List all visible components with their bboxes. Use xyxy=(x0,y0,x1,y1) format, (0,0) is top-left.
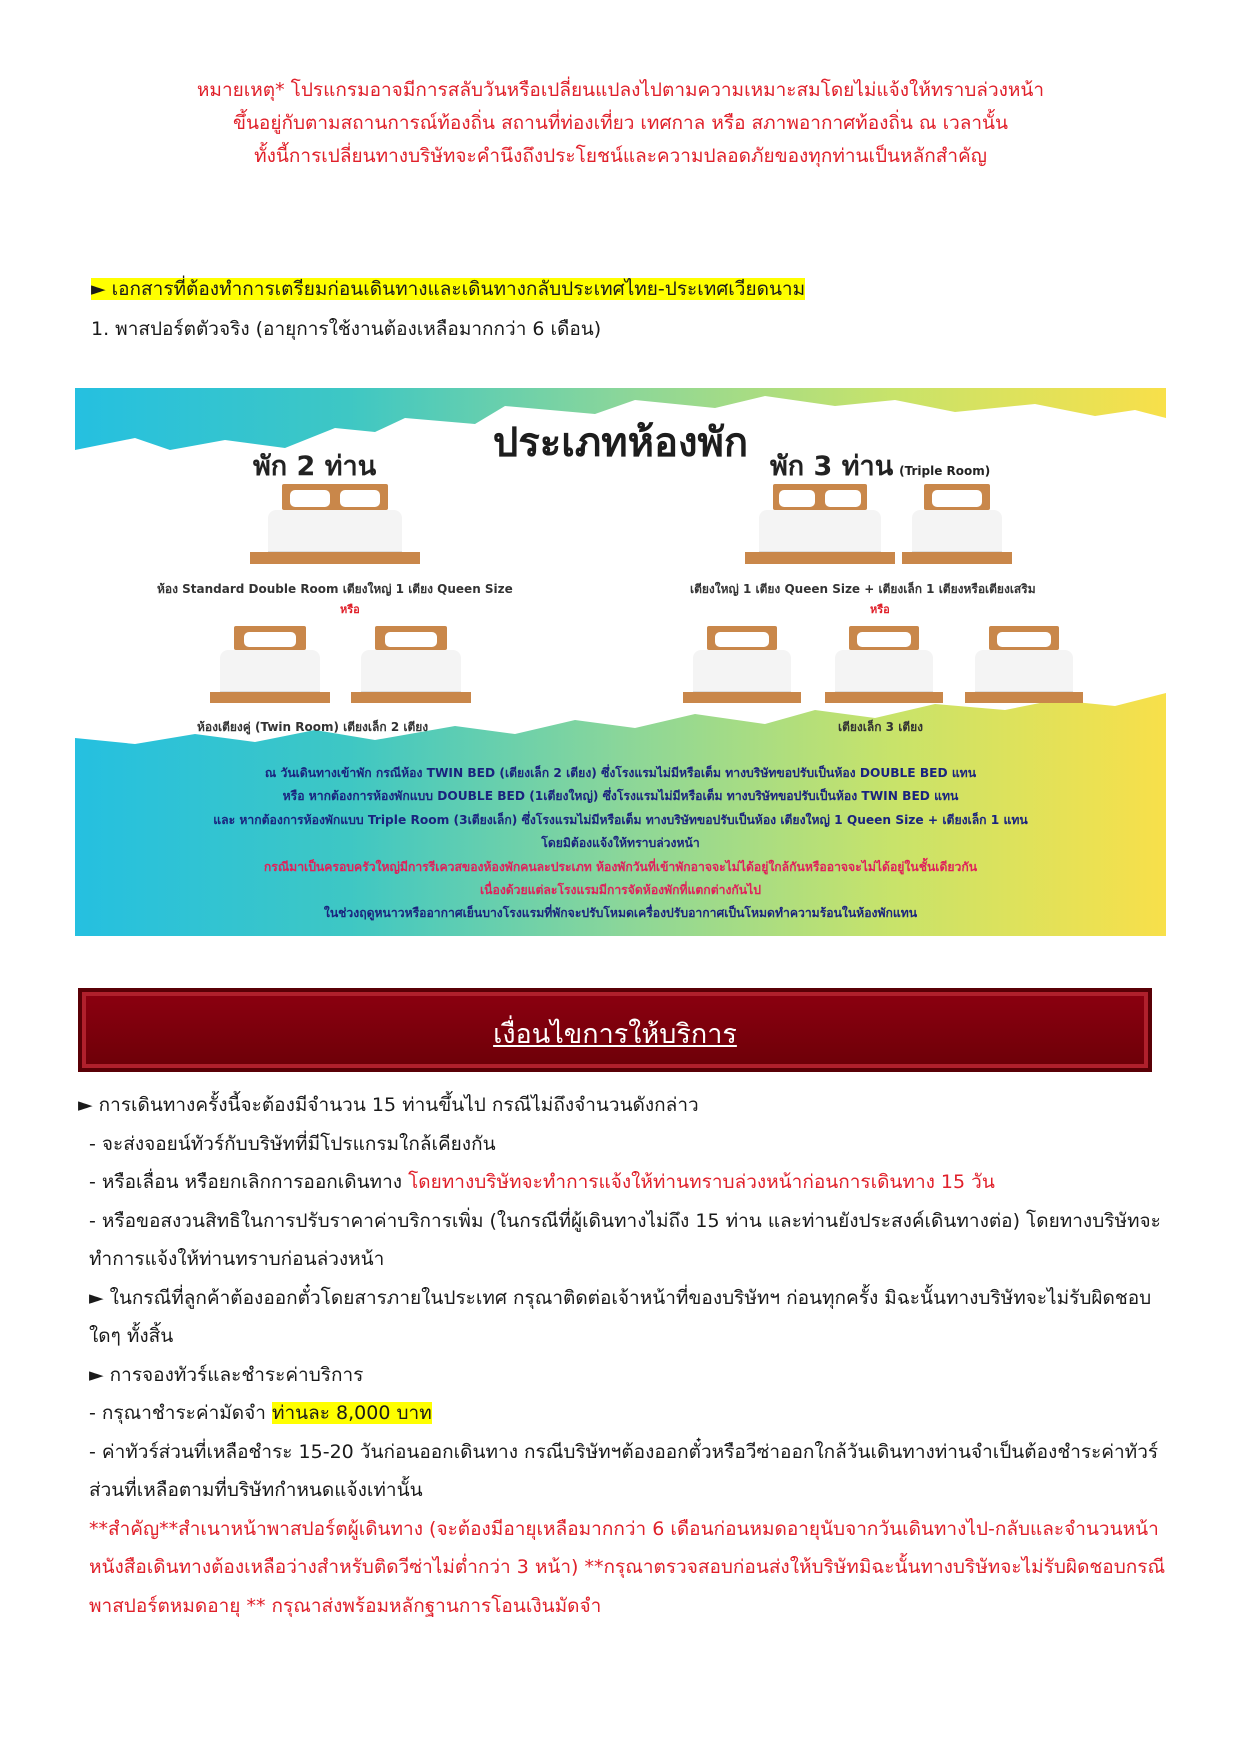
banner-note-last: ในช่วงฤดูหนาวหรืออากาศเย็นบางโรงแรมที่พักจะปรับโหมดเครื่องปรับอากาศเป็นโหมดทำความร้อนในห้องพักแทน xyxy=(323,906,918,921)
condition-price-adjust: - หรือขอสงวนสิทธิในการปรับราคาค่าบริการเพิ่ม (ในกรณีที่ผู้เดินทางไม่ถึง 15 ท่าน และท่านยังประสงค์เดินทางต่อ) โดยทางบริษัทจะทำการแจ้งให้ท่านทราบก่อนล่วงหน้า xyxy=(89,1209,1161,1270)
caption-double-room: ห้อง Standard Double Room เตียงใหญ่ 1 เตียง Queen Size xyxy=(157,582,513,596)
program-note xyxy=(0,74,1241,173)
single-bed-image-1 xyxy=(683,626,801,706)
note-line-3: ทั้งนี้การเปลี่ยนทางบริษัทจะคำนึงถึงประโยชน์และความปลอดภัยของทุกท่านเป็นหลักสำคัญ xyxy=(254,145,987,167)
banner-title: ประเภทห้องพัก xyxy=(492,420,749,466)
banner-note-3: และ หากต้องการห้องพักแบบ Triple Room (3เตียงเล็ก) ซึ่งโรงแรมไม่มีหรือเต็ม ทางบริษัทขอปรับเป็นห้อง เตียงใหญ่ 1 Queen Size + เตียงเล็ก 1 แทน xyxy=(213,812,1028,827)
note-line-2: ขึ้นอยู่กับตามสถานการณ์ท้องถิ่น สถานที่ท่องเที่ยว เทศกาล หรือ สภาพอากาศท้องถิ่น ณ เวลานั้น xyxy=(232,112,1009,134)
double-bed-image xyxy=(250,484,420,569)
conditions-body xyxy=(78,1086,1170,1625)
banner-note-2: หรือ หากต้องการห้องพักแบบ DOUBLE BED (1เตียงใหญ่) ซึ่งโรงแรมไม่มีหรือเต็ม ทางบริษัทขอปรับเป็นห้อง TWIN BED แทน xyxy=(282,789,959,804)
caption-twin-room: ห้องเตียงคู่ (Twin Room) เตียงเล็ก 2 เตียง xyxy=(197,720,429,734)
or-left: หรือ xyxy=(340,603,360,616)
banner-note-red-2: เนื่องด้วยแต่ละโรงแรมมีการจัดห้องพักที่แตกต่างกันไป xyxy=(480,883,761,898)
triple-single-bed-image xyxy=(902,484,1012,569)
banner-note-4: โดยมิต้องแจ้งให้ทราบล่วงหน้า xyxy=(541,836,700,851)
single-bed-image-3 xyxy=(965,626,1083,706)
documents-item-passport: 1. พาสปอร์ตตัวจริง (อายุการใช้งานต้องเหลือมากกว่า 6 เดือน) xyxy=(91,318,602,340)
twin-bed-image-1 xyxy=(210,626,330,706)
twin-bed-image-2 xyxy=(351,626,471,706)
condition-passport-important: **สำคัญ**สำเนาหน้าพาสปอร์ตผู้เดินทาง (จะต้องมีอายุเหลือมากกว่า 6 เดือนก่อนหมดอายุนับจากวันเดินทางไป-กลับและจำนวนหน้าหนังสือเดินทางต้องเหลือว่างสำหรับติดวีซ่าไม่ต่ำกว่า 3 หน้า) **กรุณาตรวจสอบก่อนส่งให้บริษัทมิฉะนั้นทางบริษัทจะไม่รับผิดชอบกรณีพาสปอร์ตหมดอายุ ** กรุณาส่งพร้อมหลักฐานการโอนเงินมัดจำ xyxy=(89,1517,1166,1617)
condition-min-travelers: ► การเดินทางครั้งนี้จะต้องมีจำนวน 15 ท่านขึ้นไป กรณีไม่ถึงจำนวนดังกล่าว xyxy=(78,1094,699,1116)
condition-postpone: - หรือเลื่อน หรือยกเลิกการออกเดินทาง โดยทางบริษัทจะทำการแจ้งให้ท่านทราบล่วงหน้าก่อนการเดินทาง 15 วัน xyxy=(89,1171,995,1193)
two-persons-heading: พัก 2 ท่าน xyxy=(253,451,377,482)
documents-heading: ► เอกสารที่ต้องทำการเตรียมก่อนเดินทางและเดินทางกลับประเทศไทย-ประเทศเวียดนาม xyxy=(91,278,806,300)
banner-note-1: ณ วันเดินทางเข้าพัก กรณีห้อง TWIN BED (เตียงเล็ก 2 เตียง) ซึ่งโรงแรมไม่มีหรือเต็ม ทางบริษัทขอปรับเป็นห้อง DOUBLE BED แทน xyxy=(264,766,977,780)
or-right: หรือ xyxy=(870,603,890,616)
condition-balance-payment: - ค่าทัวร์ส่วนที่เหลือชำระ 15-20 วันก่อนออกเดินทาง กรณีบริษัทฯต้องออกตั๋วหรือวีซ่าออกใกล้วันเดินทางท่านจำเป็นต้องชำระค่าทัวร์ส่วนที่เหลือตามที่บริษัทกำหนดแจ้งเท่านั้น xyxy=(89,1440,1159,1501)
note-line-1: หมายเหตุ* โปรแกรมอาจมีการสลับวันหรือเปลี่ยนแปลงไปตามความเหมาะสมโดยไม่แจ้งให้ทราบล่วงหน้า xyxy=(196,79,1045,101)
conditions-header-bar xyxy=(78,988,1152,1072)
condition-domestic-ticket: ► ในกรณีที่ลูกค้าต้องออกตั๋วโดยสารภายในประเทศ กรุณาติดต่อเจ้าหน้าที่ของบริษัทฯ ก่อนทุกครั้ง มิฉะนั้นทางบริษัทจะไม่รับผิดชอบใดๆ ทั้งสิ้น xyxy=(89,1286,1152,1347)
room-types-banner xyxy=(75,388,1166,936)
condition-booking-heading: ► การจองทัวร์และชำระค่าบริการ xyxy=(89,1363,364,1386)
triple-queen-bed-image xyxy=(745,484,895,569)
condition-join-tour: - จะส่งจอยน์ทัวร์กับบริษัทที่มีโปรแกรมใกล้เคียงกัน xyxy=(89,1132,496,1155)
caption-triple-queen: เตียงใหญ่ 1 เตียง Queen Size + เตียงเล็ก 1 เตียงหรือเตียงเสริม xyxy=(690,582,1036,596)
condition-deposit: - กรุณาชำระค่ามัดจำ ท่านละ 8,000 บาท xyxy=(89,1402,432,1424)
single-bed-image-2 xyxy=(825,626,943,706)
three-persons-heading: พัก 3 ท่าน (Triple Room) xyxy=(770,451,991,482)
banner-note-red-1: กรณีมาเป็นครอบครัวใหญ่มีการรีเควสของห้องพักคนละประเภท ห้องพักวันที่เข้าพักอาจจะไม่ได้อยู่ใกล้กันหรืออาจจะไม่ได้อยู่ในชั้นเดียวกัน xyxy=(263,859,978,874)
conditions-title: เงื่อนไขการให้บริการ xyxy=(493,1019,737,1050)
banner-notes xyxy=(75,762,1166,926)
caption-three-singles: เตียงเล็ก 3 เตียง xyxy=(838,720,923,734)
